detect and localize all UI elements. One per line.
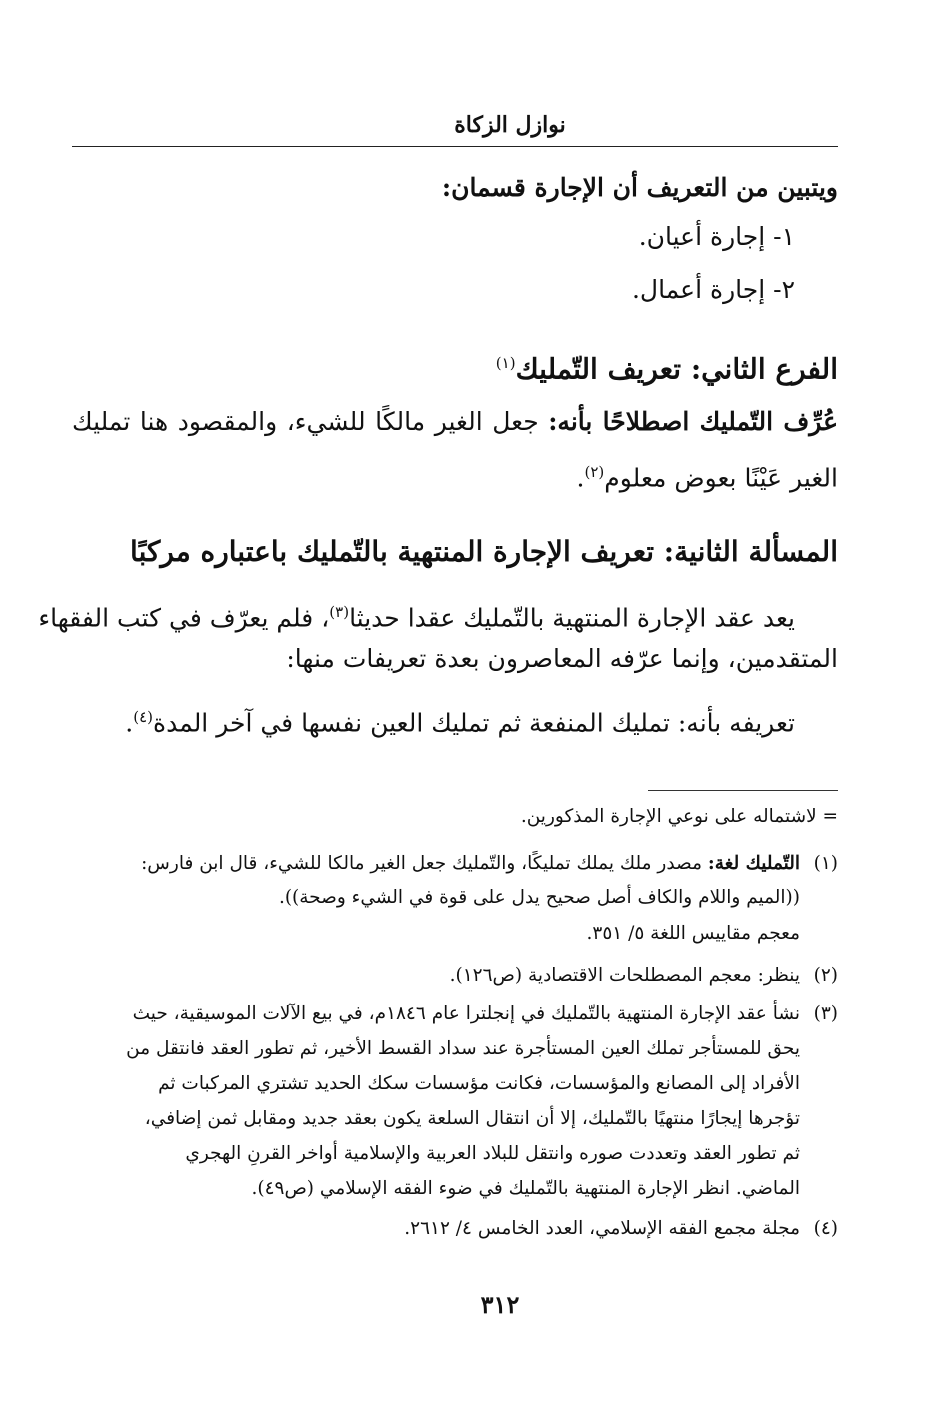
definition-text: جعل الغير مالكًا للشيء، والمقصود هنا تمليك	[72, 407, 539, 436]
paragraph-line-2: المتقدمين، وإنما عرّفه المعاصرون بعدة تعريفات منها:	[286, 644, 838, 673]
footnote-text: مصدر ملك يملك تمليكًا، والتّمليك جعل الغير مالكا للشيء، قال ابن فارس:	[141, 853, 702, 874]
definition-quote	[72, 700, 795, 740]
paragraph-text: تعريفه بأنه: تمليك المنفعة ثم تمليك العين نفسها في آخر المدة	[153, 708, 795, 738]
period: .	[125, 708, 134, 738]
footnote-continuation: = لاشتماله على نوعي الإجارة المذكورين.	[520, 806, 838, 827]
footnote-number: (٢)	[813, 965, 838, 986]
footnote-line: ((الميم واللام والكاف أصل صحيح يدل على قوة في الشيء وصحة)).	[278, 887, 800, 908]
intro-line: ويتبين من التعريف أن الإجارة قسمان:	[441, 173, 838, 202]
footnote-term: التّمليك لغة:	[707, 853, 800, 874]
running-title: نوازل الزكاة	[454, 112, 566, 138]
footnote-line: ثم تطور العقد وتعددت صوره وانتقل للبلاد العربية والإسلامية أواخر القرنِ الهجري	[185, 1143, 800, 1164]
footnote-line: مجلة مجمع الفقه الإسلامي، العدد الخامس ٤/ ٢٦١٢.	[404, 1218, 800, 1239]
section-heading-1	[72, 344, 838, 388]
footnote-line: الماضي. انظر الإجارة المنتهية بالتّمليك في ضوء الفقه الإسلامي (ص٤٩).	[251, 1178, 800, 1199]
list-item: ٢- إجارة أعمال.	[631, 275, 795, 304]
paragraph-text: ، فلم يعرّف في كتب الفقهاء	[38, 603, 330, 633]
footnote-ref: (٣)	[329, 603, 350, 621]
paragraph-line-1	[38, 595, 795, 635]
header-rule	[72, 146, 838, 147]
definition-line-2	[72, 455, 838, 495]
footnote-line	[72, 850, 800, 878]
footnote-line: تؤجرها إيجارًا منتهيًا بالتّمليك، إلا أن انتقال السلعة يكون بعقد جديد ومقابل ثمن إضافي،	[144, 1108, 800, 1129]
definition-text: الغير عَيْنًا بعوض معلوم	[604, 463, 838, 493]
footnote-number: (١)	[813, 853, 838, 874]
list-item: ١- إجارة أعيان.	[638, 222, 795, 251]
footnote-line: نشأ عقد الإجارة المنتهية بالتّمليك في إنجلترا عام ١٨٤٦م، في بيع الآلات الموسيقية، حيث	[132, 1003, 800, 1024]
footnote-line: ينظر: معجم المصطلحات الاقتصادية (ص١٢٦).	[449, 965, 800, 986]
paragraph-text: يعد عقد الإجارة المنتهية بالتّمليك عقدا حديثا	[349, 603, 795, 633]
footnote-ref: (٢)	[584, 463, 605, 481]
footnote-number: (٣)	[813, 1003, 838, 1024]
footnote-number: (٤)	[813, 1218, 838, 1239]
footnote-ref: (١)	[495, 354, 516, 372]
period: .	[576, 463, 585, 493]
definition-term: عُرِّف التّمليك اصطلاحًا بأنه:	[548, 407, 838, 436]
definition-line-1	[72, 405, 838, 439]
footnote-line: الأفراد إلى المصانع والمؤسسات، فكانت مؤسسات سكك الحديد تشتري المركبات ثم	[158, 1073, 800, 1094]
footnote-ref: (٤)	[133, 708, 154, 726]
footnote-line: معجم مقاييس اللغة ٥/ ٣٥١.	[586, 923, 800, 944]
section-heading-2: المسألة الثانية: تعريف الإجارة المنتهية بالتّمليك باعتباره مركبًا	[130, 535, 838, 568]
footnote-separator	[648, 790, 838, 791]
page-number: ٣١٢	[480, 1290, 520, 1319]
footnote-line: يحق للمستأجر تملك العين المستأجرة عند سداد القسط الأخير، ثم تطور العقد فانتقل من	[126, 1038, 800, 1059]
heading-text: الفرع الثاني: تعريف التّمليك	[515, 352, 838, 386]
